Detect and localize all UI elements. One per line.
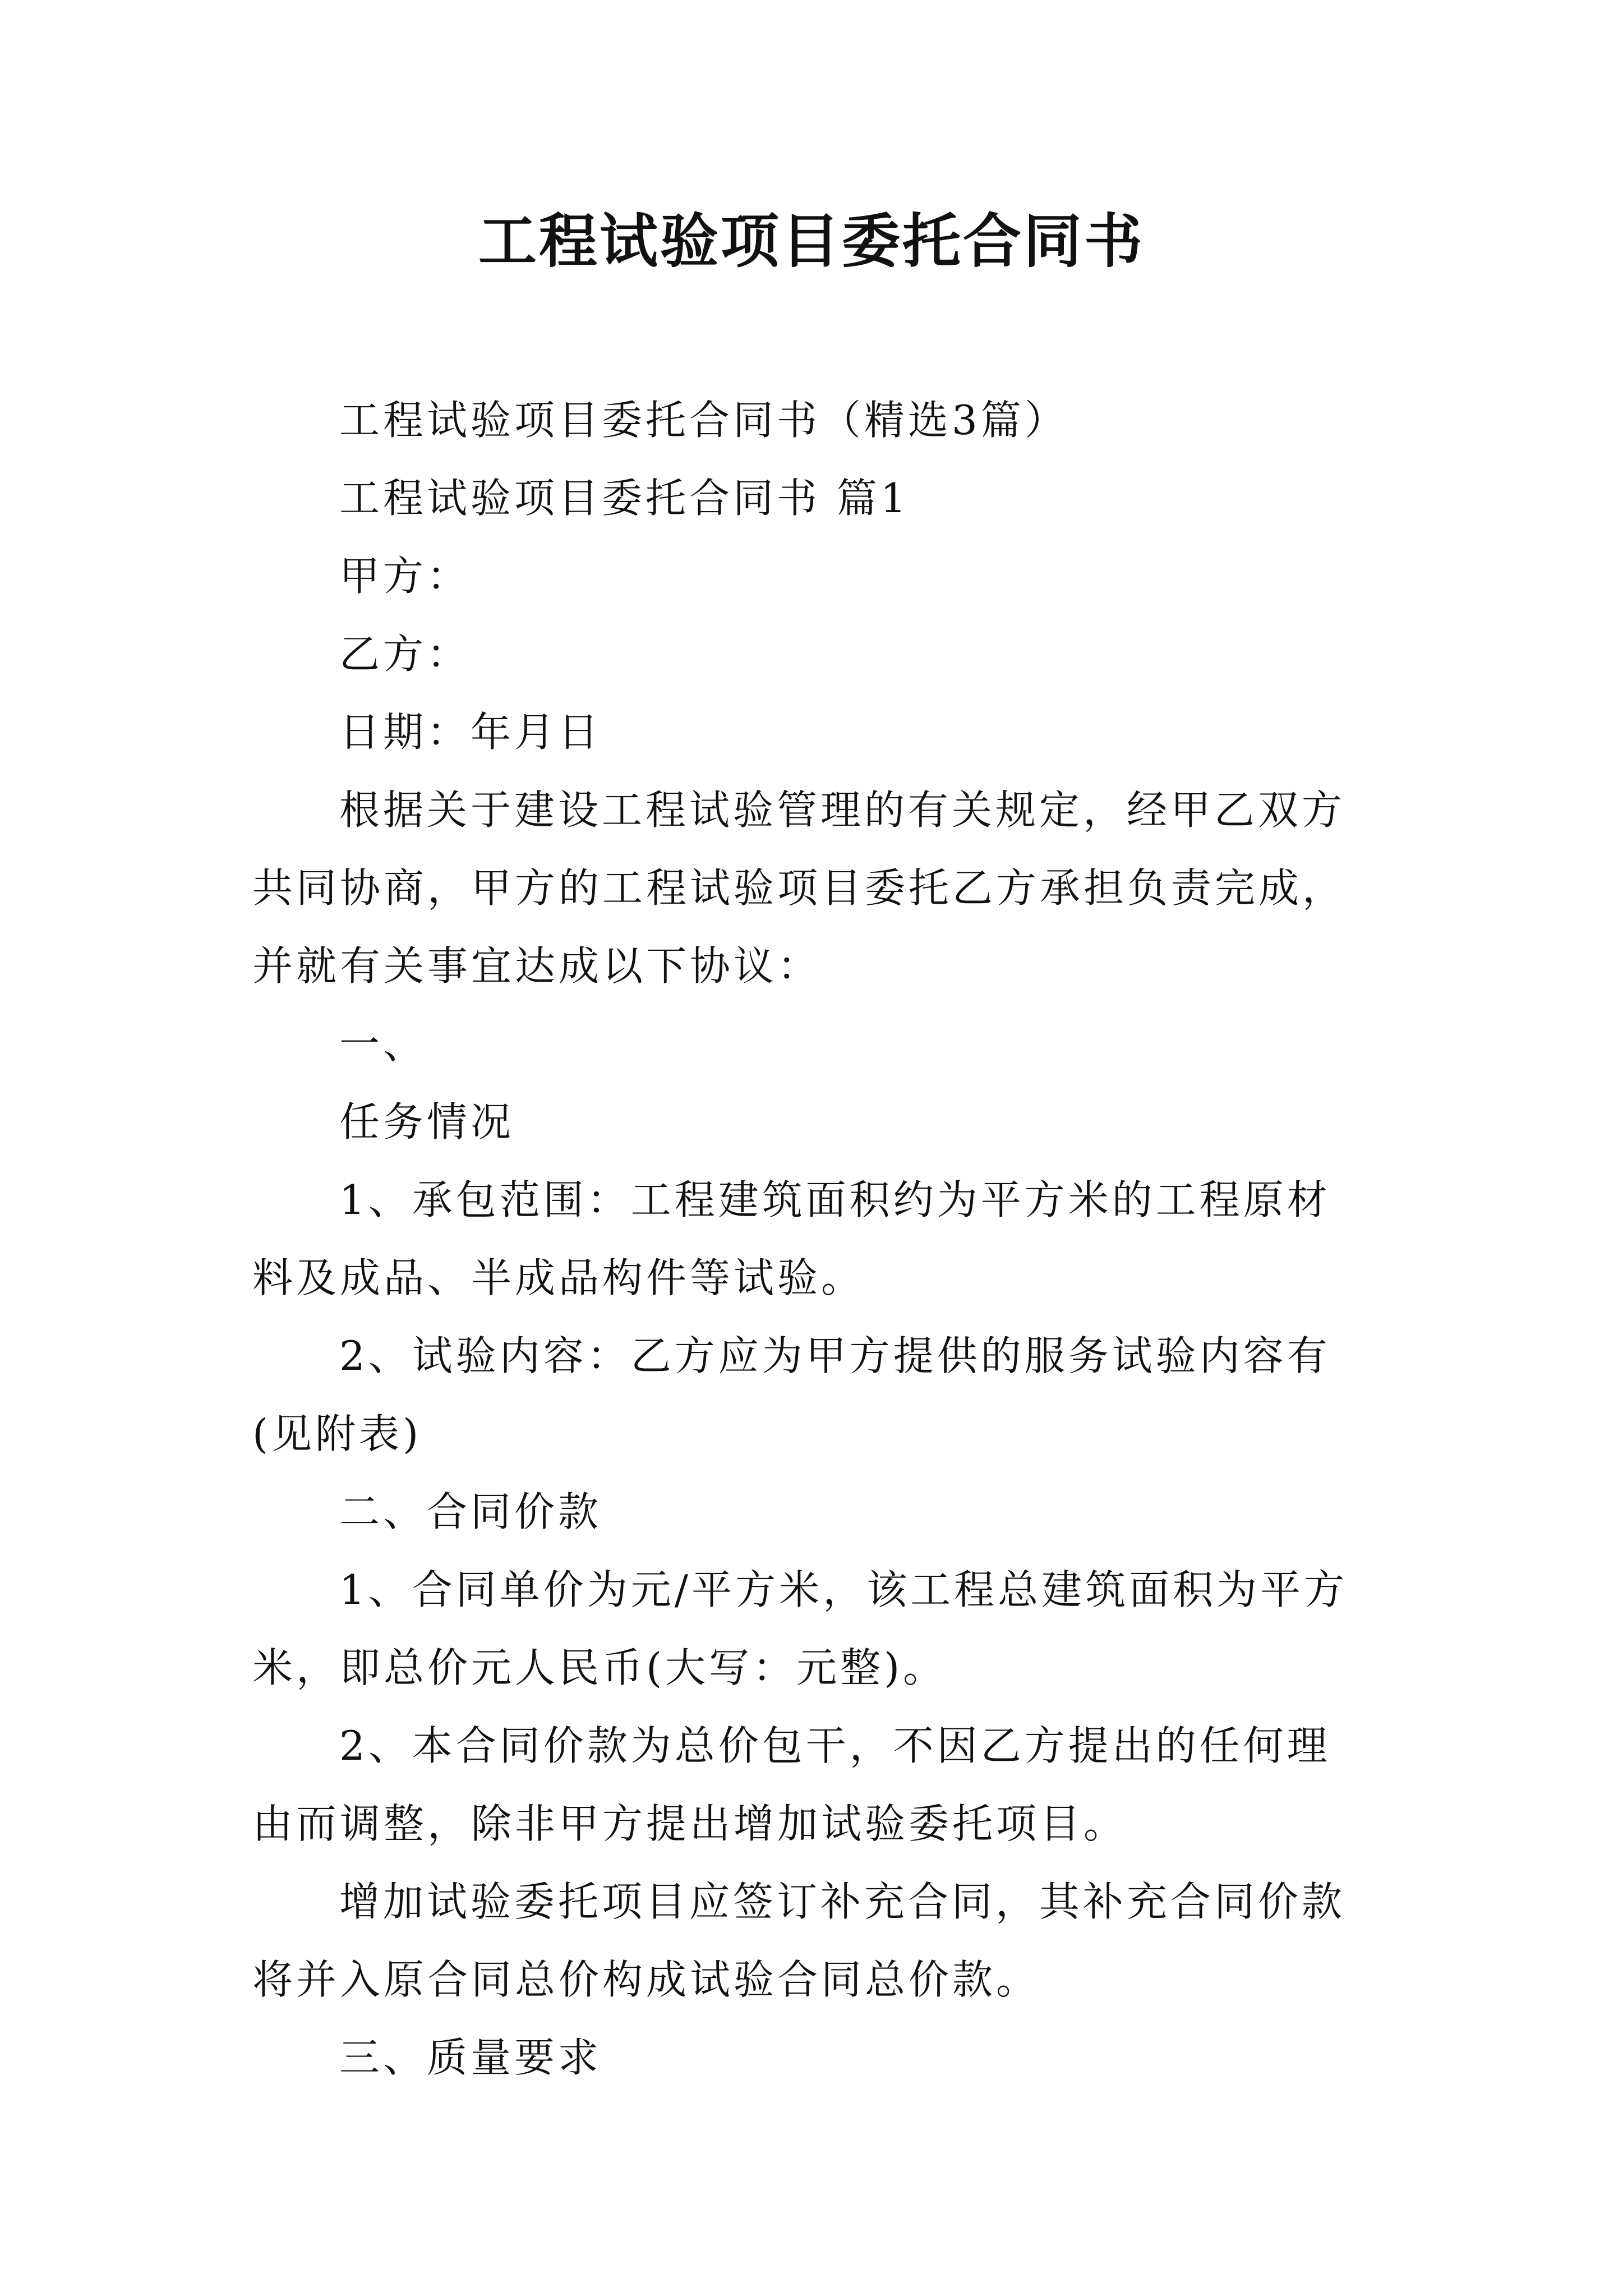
paragraph-section-2-heading: 二、合同价款 (339, 1488, 602, 1535)
paragraph-party-b: 乙方： (339, 631, 471, 678)
paragraph-section-1-heading: 任务情况 (339, 1098, 515, 1145)
document-title: 工程试验项目委托合同书 (478, 206, 1145, 275)
paragraph-supplementary: 增加试验委托项目应签订补充合同，其补充合同价款将并入原合同总价构成试验合同总价款。 (252, 1878, 1346, 2003)
paragraph-part-heading: 工程试验项目委托合同书 篇1 (339, 475, 910, 522)
paragraph-lump-sum: 2、本合同价款为总价包干，不因乙方提出的任何理由而调整，除非甲方提出增加试验委托项目。 (252, 1722, 1331, 1847)
paragraph-unit-price: 1、合同单价为元/平方米，该工程总建筑面积为平方米，即总价元人民币(大写：元整)。 (252, 1566, 1348, 1691)
paragraph-preamble: 根据关于建设工程试验管理的有关规定，经甲乙双方共同协商，甲方的工程试验项目委托乙方承担负责完成，并就有关事宜达成以下协议： (252, 786, 1347, 990)
paragraph-section-1-number: 一、 (339, 1020, 427, 1068)
paragraph-test-content: 2、试验内容：乙方应为甲方提供的服务试验内容有(见附表) (252, 1332, 1331, 1457)
paragraph-party-a: 甲方： (339, 553, 471, 600)
paragraph-scope: 1、承包范围：工程建筑面积约为平方米的工程原材料及成品、半成品构件等试验。 (252, 1176, 1331, 1301)
paragraph-subtitle: 工程试验项目委托合同书（精选3篇） (339, 397, 1068, 444)
paragraph-date: 日期：年月日 (339, 708, 602, 756)
paragraph-section-3-heading: 三、质量要求 (339, 2034, 602, 2081)
